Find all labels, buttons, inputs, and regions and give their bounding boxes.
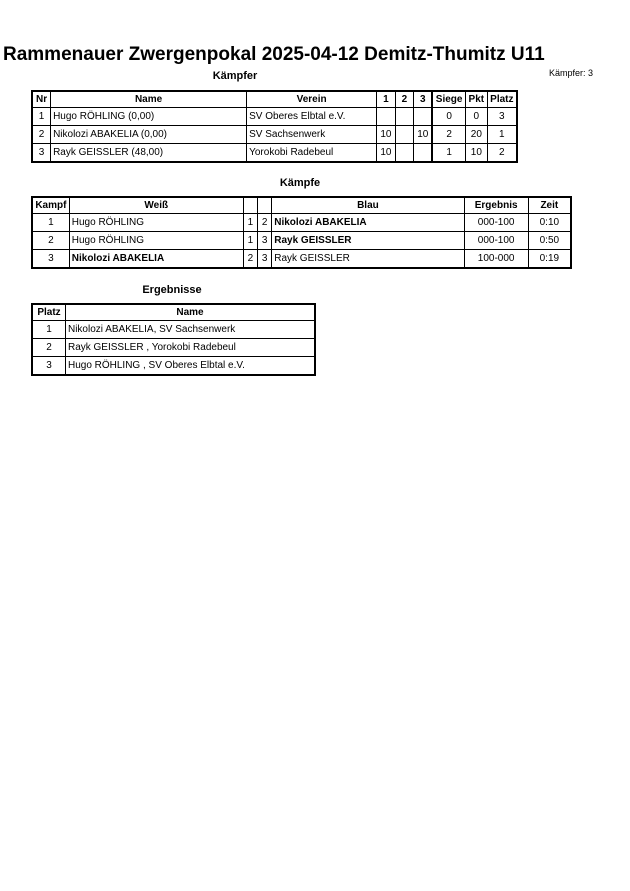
cell-r1 (377, 108, 396, 126)
col-name: Name (51, 91, 247, 108)
col-r1: 1 (377, 91, 396, 108)
cell-pts: 20 (466, 126, 488, 144)
col-fight: Kampf (32, 197, 69, 214)
cell-result: 000-100 (464, 232, 528, 250)
col-result: Ergebnis (464, 197, 528, 214)
col-blue: Blau (272, 197, 464, 214)
cell-name: Rayk GEISSLER , Yorokobi Radebeul (65, 339, 315, 357)
col-pts: Pkt (466, 91, 488, 108)
col-r3: 3 (414, 91, 433, 108)
fighters-header-row (32, 91, 517, 108)
cell-time: 0:10 (528, 214, 571, 232)
cell-name: Hugo RÖHLING , SV Oberes Elbtal e.V. (65, 357, 315, 376)
cell-name: Nikolozi ABAKELIA (0,00) (51, 126, 247, 144)
table-row (32, 357, 315, 376)
table-row (32, 339, 315, 357)
cell-wins: 2 (432, 126, 465, 144)
cell-club: SV Oberes Elbtal e.V. (247, 108, 377, 126)
cell-blue-nr: 3 (258, 250, 272, 269)
cell-white-nr: 1 (243, 232, 257, 250)
table-row (32, 250, 571, 269)
cell-result: 100-000 (464, 250, 528, 269)
cell-nr: 2 (32, 126, 51, 144)
cell-white: Nikolozi ABAKELIA (69, 250, 243, 269)
cell-r2 (395, 126, 414, 144)
col-nr: Nr (32, 91, 51, 108)
cell-r3 (414, 108, 433, 126)
cell-pts: 10 (466, 144, 488, 163)
results-heading: Ergebnisse (142, 284, 202, 296)
cell-nr: 1 (32, 108, 51, 126)
cell-blue: Rayk GEISSLER (272, 232, 464, 250)
fighter-count: Kämpfer: 3 (549, 68, 594, 78)
fights-header-row (32, 197, 571, 214)
cell-club: Yorokobi Radebeul (247, 144, 377, 163)
cell-time: 0:50 (528, 232, 571, 250)
cell-r3 (414, 144, 433, 163)
fighters-heading: Kämpfer (212, 70, 258, 82)
table-row (32, 126, 517, 144)
fights-table (31, 196, 572, 269)
col-white: Weiß (69, 197, 243, 214)
col-r2: 2 (395, 91, 414, 108)
cell-r3: 10 (414, 126, 433, 144)
fights-heading: Kämpfe (279, 177, 321, 189)
results-table (31, 303, 316, 376)
col-place: Platz (32, 304, 65, 321)
cell-white: Hugo RÖHLING (69, 214, 243, 232)
col-name: Name (65, 304, 315, 321)
cell-blue: Nikolozi ABAKELIA (272, 214, 464, 232)
cell-blue-nr: 2 (258, 214, 272, 232)
cell-name: Rayk GEISSLER (48,00) (51, 144, 247, 163)
cell-blue-nr: 3 (258, 232, 272, 250)
table-row (32, 232, 571, 250)
cell-place: 3 (487, 108, 517, 126)
cell-club: SV Sachsenwerk (247, 126, 377, 144)
cell-fight-num: 2 (32, 232, 69, 250)
cell-place: 3 (32, 357, 65, 376)
cell-white: Hugo RÖHLING (69, 232, 243, 250)
cell-place: 2 (32, 339, 65, 357)
results-header-row (32, 304, 315, 321)
col-wins: Siege (432, 91, 465, 108)
fighters-table (31, 90, 518, 163)
cell-r1: 10 (377, 144, 396, 163)
cell-place: 1 (32, 321, 65, 339)
cell-r1: 10 (377, 126, 396, 144)
cell-white-nr: 1 (243, 214, 257, 232)
cell-r2 (395, 108, 414, 126)
table-row (32, 108, 517, 126)
cell-fight-num: 1 (32, 214, 69, 232)
col-time: Zeit (528, 197, 571, 214)
cell-result: 000-100 (464, 214, 528, 232)
cell-blue: Rayk GEISSLER (272, 250, 464, 269)
cell-place: 2 (487, 144, 517, 163)
cell-wins: 1 (432, 144, 465, 163)
cell-nr: 3 (32, 144, 51, 163)
col-club: Verein (247, 91, 377, 108)
cell-r2 (395, 144, 414, 163)
cell-wins: 0 (432, 108, 465, 126)
cell-pts: 0 (466, 108, 488, 126)
table-row (32, 321, 315, 339)
cell-time: 0:19 (528, 250, 571, 269)
cell-white-nr: 2 (243, 250, 257, 269)
cell-place: 1 (487, 126, 517, 144)
table-row (32, 144, 517, 163)
col-place: Platz (487, 91, 517, 108)
cell-name: Nikolozi ABAKELIA, SV Sachsenwerk (65, 321, 315, 339)
cell-name: Hugo RÖHLING (0,00) (51, 108, 247, 126)
page-title: Rammenauer Zwergenpokal 2025-04-12 Demitz-Thumitz U11 (3, 44, 545, 65)
cell-fight-num: 3 (32, 250, 69, 269)
table-row (32, 214, 571, 232)
